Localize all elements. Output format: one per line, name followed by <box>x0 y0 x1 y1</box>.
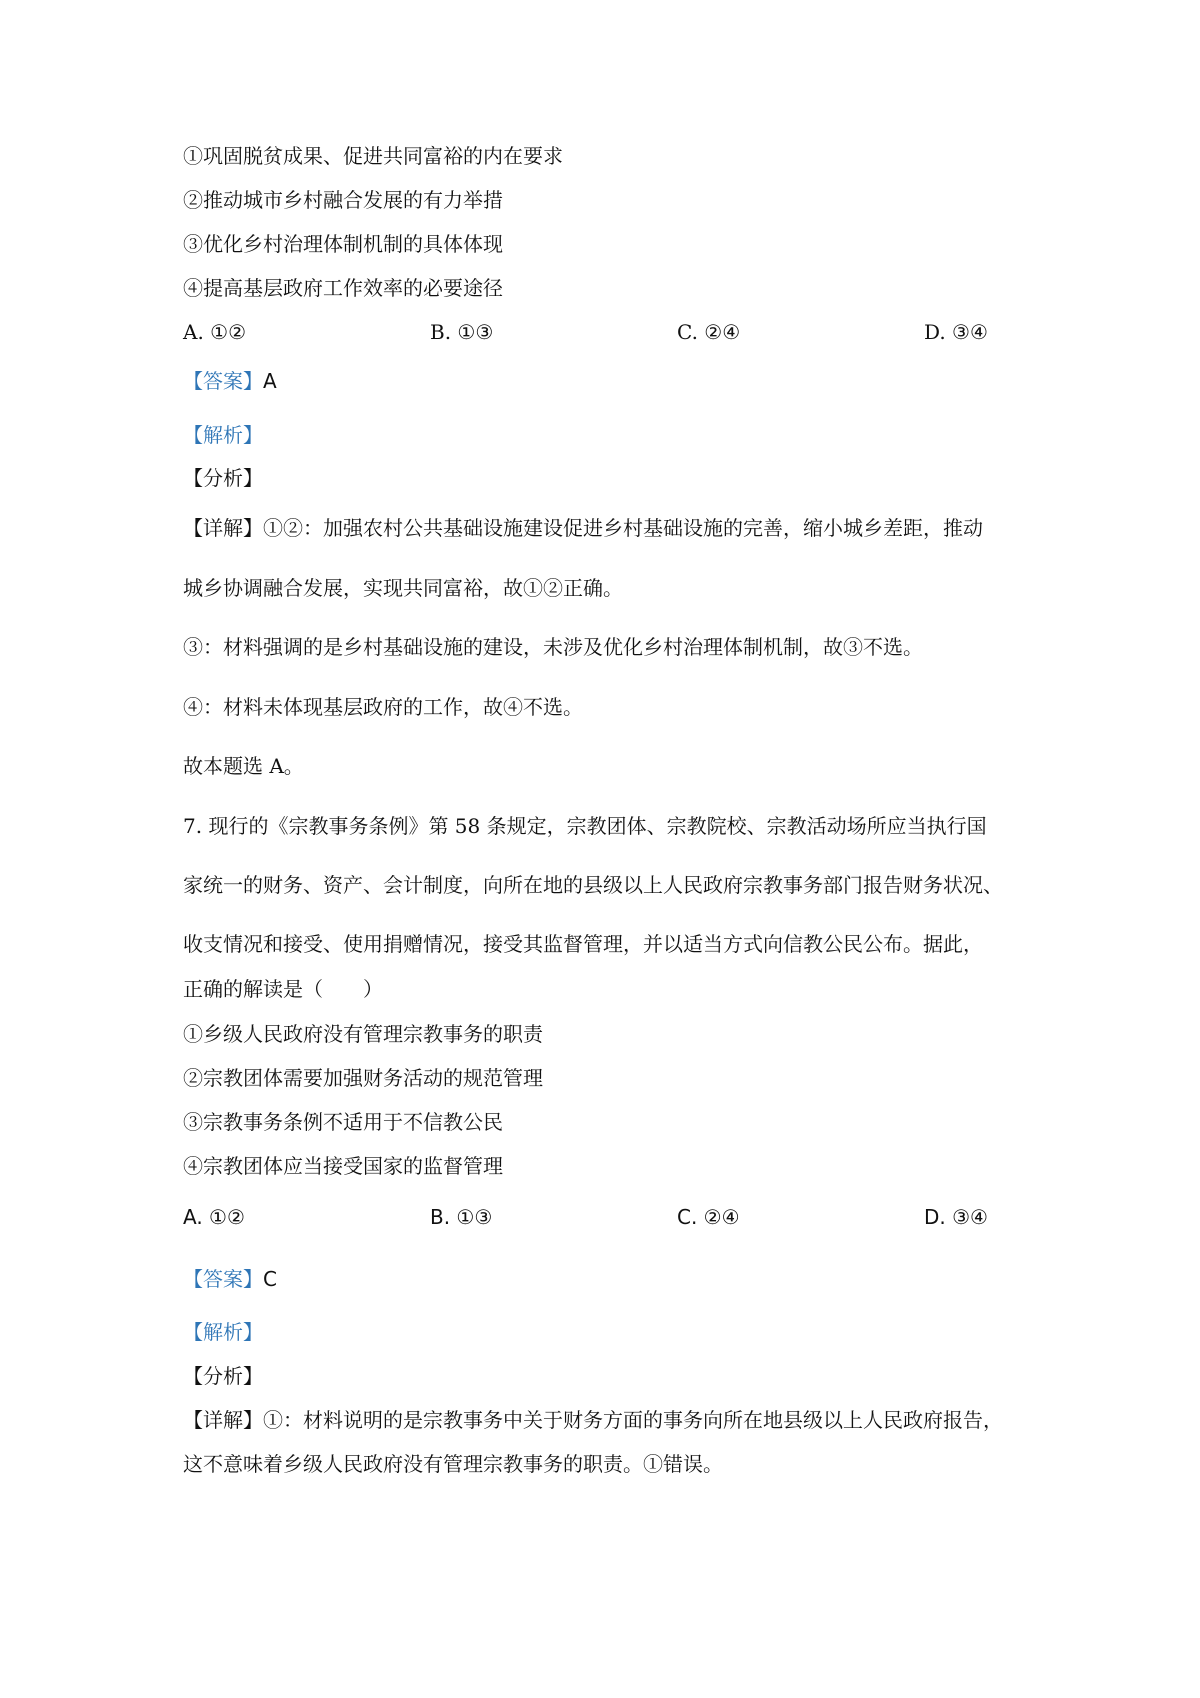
q6-option-b: B. ①③ <box>430 320 494 344</box>
q7-option-b: B. ①③ <box>430 1205 493 1229</box>
q7-fenxi-label: 【分析】 <box>183 1364 263 1388</box>
q7-detail-line-2: 这不意味着乡级人民政府没有管理宗教事务的职责。①错误。 <box>183 1452 723 1476</box>
answer-value: A <box>263 369 277 393</box>
detail-label: 【详解】 <box>183 516 263 540</box>
q7-option-d: D. ③④ <box>924 1205 988 1229</box>
q6-detail-line-4: ④：材料未体现基层政府的工作，故④不选。 <box>183 695 583 719</box>
q6-detail-line-1 <box>183 514 983 542</box>
answer-label: 【答案】 <box>183 369 263 393</box>
q7-statement-4: ④宗教团体应当接受国家的监督管理 <box>183 1154 503 1178</box>
q7-detail-line-1 <box>183 1406 1003 1434</box>
q6-detail-line-2: 城乡协调融合发展，实现共同富裕，故①②正确。 <box>183 576 623 600</box>
q6-option-c: C. ②④ <box>677 320 741 344</box>
q6-fenxi-label: 【分析】 <box>183 466 263 490</box>
q6-statement-2: ②推动城市乡村融合发展的有力举措 <box>183 188 503 212</box>
q7-option-c: C. ②④ <box>677 1205 740 1229</box>
q6-statement-4: ④提高基层政府工作效率的必要途径 <box>183 276 503 300</box>
q7-statement-1: ①乡级人民政府没有管理宗教事务的职责 <box>183 1022 543 1046</box>
q7-stem-line-2: 家统一的财务、资产、会计制度，向所在地的县级以上人民政府宗教事务部门报告财务状况、 <box>183 873 1003 897</box>
q6-statement-1: ①巩固脱贫成果、促进共同富裕的内在要求 <box>183 144 563 168</box>
answer-label: 【答案】 <box>183 1267 263 1291</box>
q7-jiexi-label: 【解析】 <box>183 1320 263 1344</box>
q7-stem-line-4: 正确的解读是（ ） <box>183 977 383 1001</box>
q7-statement-2: ②宗教团体需要加强财务活动的规范管理 <box>183 1066 543 1090</box>
q6-option-d: D. ③④ <box>924 320 988 344</box>
q7-stem-line-3: 收支情况和接受、使用捐赠情况，接受其监督管理，并以适当方式向信教公民公布。据此， <box>183 932 983 956</box>
q6-statement-3: ③优化乡村治理体制机制的具体体现 <box>183 232 503 256</box>
answer-value: C <box>263 1267 277 1291</box>
detail-label: 【详解】 <box>183 1408 263 1432</box>
q7-stem-line-1: 7. 现行的《宗教事务条例》第 58 条规定，宗教团体、宗教院校、宗教活动场所应当执行国 <box>183 814 987 838</box>
q7-statement-3: ③宗教事务条例不适用于不信教公民 <box>183 1110 503 1134</box>
q7-answer-line <box>183 1265 277 1293</box>
detail-text: ①：材料说明的是宗教事务中关于财务方面的事务向所在地县级以上人民政府报告， <box>263 1408 1003 1432</box>
q6-jiexi-label: 【解析】 <box>183 423 263 447</box>
detail-text: ①②：加强农村公共基础设施建设促进乡村基础设施的完善，缩小城乡差距，推动 <box>263 516 983 540</box>
q6-conclusion: 故本题选 A。 <box>183 754 304 778</box>
q7-option-a: A. ①② <box>183 1205 245 1229</box>
q6-answer-line <box>183 367 277 395</box>
q6-detail-line-3: ③：材料强调的是乡村基础设施的建设，未涉及优化乡村治理体制机制，故③不选。 <box>183 635 923 659</box>
q6-option-a: A. ①② <box>183 320 247 344</box>
